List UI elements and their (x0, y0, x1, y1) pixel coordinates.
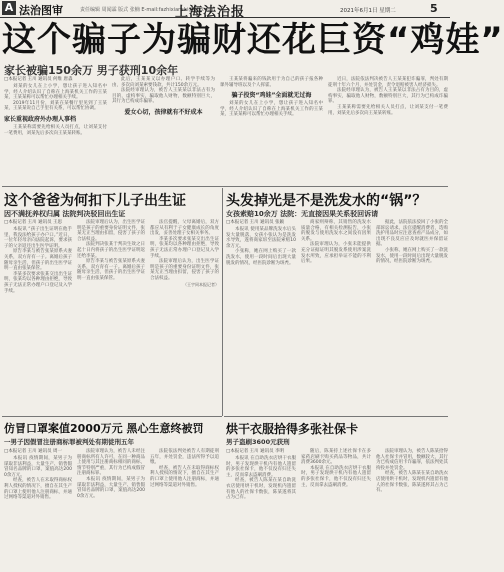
section-rule (2, 416, 222, 417)
edition-info: 责任编辑 周闻霖 版式 张楠 E-mail:fazhixianshi@163.com (80, 7, 216, 13)
mask-byline: □本报记者 王川 通讯员 周一 (4, 449, 63, 454)
card-byline: □本报记者 王川 通讯员 李明 (226, 449, 285, 454)
mask-article-title: 仿冒口罩案值2000万元 黑心生意终被罚 (4, 422, 204, 435)
birth-col-1 (4, 220, 72, 412)
lead-paragraph: 刘某的女儿在上小学，想让孩子进入知名中学，经人介绍认识了自称在上海某机关工作的王某某，王某某称可以帮忙办理相关手续。 (220, 101, 323, 118)
lead-sidebar-head: 骗子投资“鸡娃”全面就无过海 (231, 92, 312, 100)
hair-paragraph: 法院审理认为，小张未能提供充分证据证明其脱发系使用涉案洗发水所致，应承担举证不能的不利后果。 (301, 242, 371, 265)
lead-paragraph: 2019年11月份，刘某在某餐厅里见到了王某某，王某某说自己手里有关系，可以帮忙协调。 (4, 100, 107, 112)
lead-caption: 爱女心切，孩律就有不好成本 (124, 108, 203, 116)
hair-paragraph: 商家则辩称，其销售的洗发水质量合格，有相关检测报告，小张的脱发与使用洗发水之间没有因果关系。 (301, 220, 371, 242)
mask-paragraph: 法院依法判处被告人有期徒刑五年，并处罚金，违法所得予以追缴。 (150, 449, 219, 466)
lead-paragraph: 王某某将骗来的钱款用于为自己的孩子报各种课外辅导班以及个人挥霍。 (220, 77, 323, 88)
birth-article-title: 这个爸爸为何扣下儿子出生证 (4, 193, 186, 209)
lead-col-1 (4, 77, 107, 185)
card-paragraph: 经查，被告人陈某在某自助洗衣店使用烘干机时，发现机内遗留有他人的社保卡数张，陈某遂将其占为己有。 (226, 478, 296, 501)
section-rule (224, 416, 448, 417)
card-col-3 (376, 449, 448, 570)
lead-col-3 (220, 77, 323, 185)
card-paragraph: 法院审理认为，被告人陈某拾得他人社保卡并冒用，数额较大，其行为已构成信用卡诈骗罪，依法判处其拘役并处罚金。 (376, 449, 448, 471)
hair-col-1 (226, 220, 296, 412)
hair-col-3 (376, 220, 448, 412)
page-letter: A (2, 1, 16, 15)
lead-paragraph: 王某某称需要先给相关人员打点，让刘某支付一笔费用，刘某先后多次向王某某转账。 (328, 104, 448, 116)
birth-paragraph: 李某多次要求张某交出出生证明，张某均以各种理由拒绝，导致孩子无法正常办理户口登记及入学手续。 (150, 236, 219, 259)
birth-byline: □本报记者 王川 通讯员 王思 (4, 220, 63, 225)
mask-paragraph: 本报讯 疫情期间，某男子为谋取非法利益，大量生产、销售假冒知名品牌的口罩，案值高达2000余万元。 (77, 476, 145, 499)
hair-paragraph: 小张称，她在网上购买了一款洗发水，使用一段时间后出现大量脱发的情况，经医院诊断为斑秃。 (376, 247, 448, 265)
card-paragraph: 随后，陈某持上述社保卡在多家药店刷卡购买药品等物品，共计消费3600余元。 (301, 449, 371, 466)
lead-paragraph: 此后，王某某又以办理户口、转学手续等为由，多次向刘某索要钱款，共计150余万元。 (112, 77, 215, 88)
birth-col-3 (150, 220, 219, 412)
lead-paragraph: 近日，法院依法判决被告人王某某犯诈骗罪，判处有期徒刑十年六个月，并处罚金，责令退赔被害人经济损失。 (328, 77, 448, 88)
mask-col-2 (77, 449, 145, 570)
lead-article (4, 77, 448, 185)
hair-byline: □本报记者 王川 通讯员 张颖 (226, 220, 285, 225)
birth-paragraph: 法官提醒，父母离婚后，双方都应从有利于子女健康成长的角度出发，妥善处理子女相关事务。 (150, 220, 219, 237)
section-name: 法治图审 (19, 4, 63, 17)
birth-article-subtitle: 因不满抚养权归属 法院判决驳回出生证 (4, 210, 126, 218)
masthead (0, 0, 450, 18)
birth-article (4, 220, 219, 412)
hair-article (226, 220, 448, 412)
mask-paragraph: 法院审理认为，被告人未经注册商标所有人许可，在同一种商品上使用与其注册商标相同的商标，情节特别严重，其行为已构成假冒注册商标罪。 (77, 449, 145, 477)
page-number: 5 (430, 2, 438, 15)
card-paragraph: 经查，被告人陈某在某自助洗衣店使用烘干机时，发现机内遗留有他人的社保卡数张，陈某遂将其占为己有。 (376, 471, 448, 494)
card-paragraph: 本报讯 在自助洗衣店烘干衣服时，男子发现烘干机内有他人遗留的多张社保卡，他不仅没有归还失主，反而拿去盗刷消费。 (226, 456, 296, 478)
mask-col-3 (150, 449, 219, 570)
lead-headline: 这个骗子为骗财还花巨资“鸡娃” (2, 20, 504, 60)
mask-paragraph: 本报讯 疫情期间，某男子为谋取非法利益，大量生产、销售假冒知名品牌的口罩，案值高达2000余万元。 (4, 456, 72, 478)
birth-paragraph: 原告李某与被告张某原系夫妻关系，双方育有一子。离婚后孩子随母亲生活，但孩子的出生医学证明一直由张某保管。 (77, 259, 145, 281)
card-article-title: 烘干衣服拾得多张社保卡 (226, 422, 359, 436)
hair-col-2 (301, 220, 371, 412)
column-rule (222, 188, 223, 416)
card-paragraph: 本报讯 在自助洗衣店烘干衣服时，男子发现烘干机内有他人遗留的多张社保卡，他不仅没有归还失主，反而拿去盗刷消费。 (301, 465, 371, 488)
hair-article-title: 头发掉光是不是洗发水的“锅”？ (226, 193, 427, 209)
birth-paragraph: 法院审理后认为，出生医学证明是孩子的重要身份证明文件，张某无正当理由扣留，侵害了孩子的合法权益。 (77, 220, 145, 242)
mask-col-1 (4, 449, 72, 570)
lead-subhead: 家长被骗150余万 男子获刑10余年 (4, 64, 179, 77)
section-rule (2, 186, 448, 187)
lead-paragraph: 法院经审理认为，被告人王某某以非法占有为目的，虚构事实，骗取他人财物，数额特别巨大，其行为已构成诈骗罪。 (112, 88, 215, 105)
birth-paragraph: 法院审理后认为，出生医学证明是孩子的重要身份证明文件，张某无正当理由扣留，侵害了孩子的合法权益。 (150, 259, 219, 281)
birth-paragraph: 法院判决张某于判决生效之日起十日内将孩子的出生医学证明返还给李某。 (77, 242, 145, 259)
hair-paragraph: 据此，法院依法驳回了小张的全部诉讼请求。法官提醒消费者，选购洗护用品时应注意查看产品成分，如出现不良反应应及时就医并保留证据。 (376, 220, 448, 248)
card-col-1 (226, 449, 296, 570)
lead-paragraph: 法院经审理认为，被告人王某某以非法占有为目的，虚构事实，骗取他人财物，数额特别巨大，其行为已构成诈骗罪。 (328, 88, 448, 105)
hair-paragraph: 小张称，她在网上购买了一款洗发水，使用一段时间后出现大量脱发的情况，经医院诊断为斑秃。 (226, 249, 296, 266)
mask-article (4, 449, 219, 570)
card-article (226, 449, 448, 570)
birth-col-2 (77, 220, 145, 412)
lead-paragraph: 刘某的女儿在上小学，想让孩子进入知名中学，经人介绍认识了自称在上海某机关工作的王某某，王某某称可以帮忙办理相关手续。 (4, 84, 107, 101)
birth-paragraph: 原告李某与被告张某原系夫妻关系，双方育有一子。离婚后孩子随母亲生活，但孩子的出生医学证明一直由张某保管。 (4, 249, 72, 272)
birth-credit: （王宇同本报记者） (183, 281, 219, 287)
paper-name: 上海法治报 (175, 5, 246, 20)
mask-article-subtitle: 一男子因假冒注册商标罪被判处有期徒刑五年 (4, 438, 134, 446)
mask-paragraph: 经查，被告人在未取得商标权利人授权的情况下，擅自在其生产的口罩上使用他人注册商标，并通过网络等渠道对外销售。 (4, 478, 72, 501)
hair-paragraph: 本报讯 使用某品牌洗发水后头发大量脱落，女孩小张认为是洗发水导致，遂将商家诉至法院索赔10余万元。 (226, 227, 296, 249)
lead-paragraph: 王某某称需要先给相关人员打点，让刘某支付一笔费用，刘某先后多次向王某某转账。 (4, 124, 107, 136)
lead-byline: □本报记者 王川 通讯员 何维 唐淼 (4, 77, 73, 82)
mask-paragraph: 经查，被告人在未取得商标权利人授权的情况下，擅自在其生产的口罩上使用他人注册商标，并通过网络等渠道对外销售。 (150, 465, 219, 488)
lead-inline-head: 家长重视政府外办理人事档 (4, 115, 77, 123)
lead-col-2 (112, 77, 215, 185)
birth-paragraph: 李某多次要求张某交出出生证明，张某均以各种理由拒绝，导致孩子无法正常办理户口登记及入学手续。 (4, 271, 72, 294)
card-col-2 (301, 449, 371, 570)
hair-article-subtitle: 女孩索赔10余万 法院：无直接因果关系驳回诉请 (226, 210, 379, 218)
card-article-subtitle: 男子盗刷3600元获刑 (226, 438, 290, 446)
lead-col-4 (328, 77, 448, 185)
issue-date: 2021年6月1日 星期二 (340, 8, 396, 14)
birth-paragraph: 本报讯 “孩子出生证明在他手里，我没法给孩子办户口。”近日，一位年轻母亲向法院起诉，要求孩子的父亲返还出生医学证明。 (4, 227, 72, 249)
